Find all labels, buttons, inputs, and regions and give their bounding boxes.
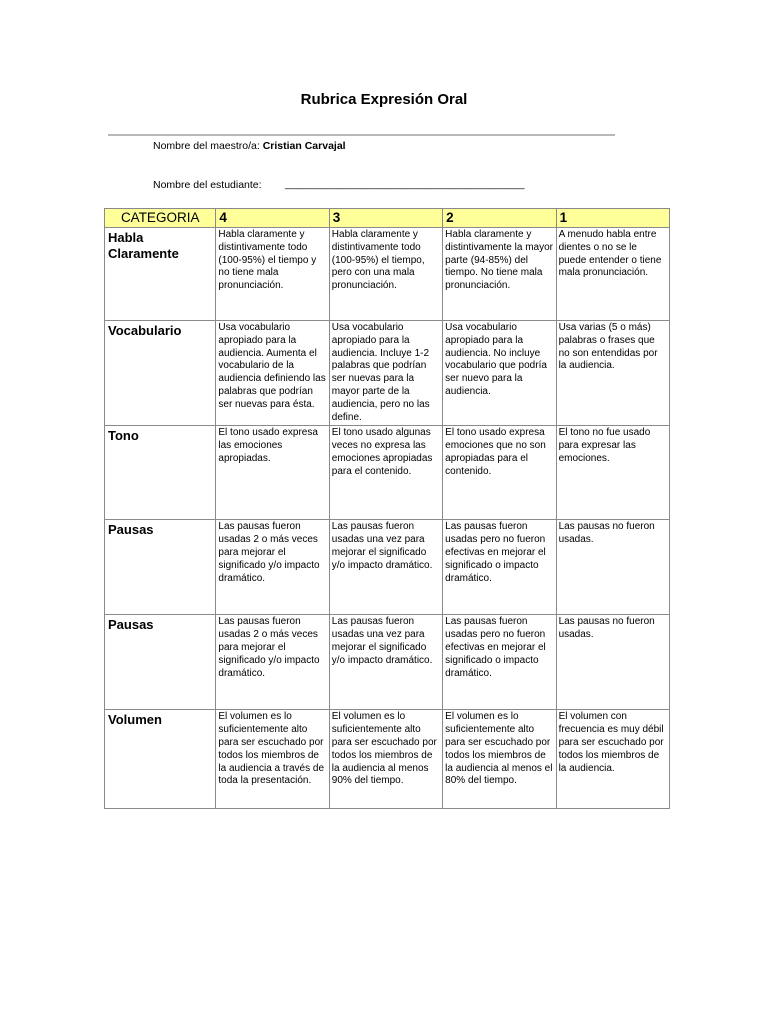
rubric-table: [104, 208, 670, 809]
table-row: [105, 228, 670, 321]
table-cell: Las pausas fueron usadas 2 o más veces para mejorar el significado y/o impacto dramático.: [216, 615, 329, 710]
table-cell: El tono usado expresa emociones que no son apropiadas para el contenido.: [443, 426, 556, 520]
table-cell: Las pausas fueron usadas 2 o más veces para mejorar el significado y/o impacto dramático.: [216, 520, 329, 615]
table-cell: Las pausas fueron usadas una vez para mejorar el significado y/o impacto dramático.: [329, 615, 442, 710]
table-cell: El tono no fue usado para expresar las emociones.: [556, 426, 669, 520]
table-cell: Habla claramente y distintivamente todo (100-95%) el tiempo y no tiene mala pronunciación.: [216, 228, 329, 321]
table-cell: El volumen es lo suficientemente alto para ser escuchado por todos los miembros de la audiencia al menos el 80% del tiempo.: [443, 710, 556, 809]
title-divider: [108, 134, 615, 136]
criterion-label: Tono: [105, 426, 216, 520]
table-cell: El tono usado expresa las emociones apropiadas.: [216, 426, 329, 520]
table-cell: El volumen con frecuencia es muy débil para ser escuchado por todos los miembros de la audiencia.: [556, 710, 669, 809]
header-level-1: 1: [556, 209, 669, 228]
header-level-3: 3: [329, 209, 442, 228]
table-cell: El tono usado algunas veces no expresa las emociones apropiadas para el contenido.: [329, 426, 442, 520]
criterion-label: Pausas: [105, 520, 216, 615]
table-cell: Habla claramente y distintivamente todo (100-95%) el tiempo, pero con una mala pronunciación.: [329, 228, 442, 321]
criterion-label: Habla Claramente: [105, 228, 216, 321]
criterion-label: Pausas: [105, 615, 216, 710]
page-title: Rubrica Expresión Oral: [300, 91, 468, 108]
table-cell: A menudo habla entre dientes o no se le puede entender o tiene mala pronunciación.: [556, 228, 669, 321]
table-cell: Habla claramente y distintivamente la mayor parte (94-85%) del tiempo. No tiene mala pronunciación.: [443, 228, 556, 321]
table-row: [105, 615, 670, 710]
student-line: [153, 179, 262, 191]
table-row: [105, 520, 670, 615]
table-row: [105, 321, 670, 426]
table-cell: Las pausas fueron usadas pero no fueron efectivas en mejorar el significado o impacto dramático.: [443, 615, 556, 710]
table-cell: El volumen es lo suficientemente alto para ser escuchado por todos los miembros de la audiencia a través de toda la presentación.: [216, 710, 329, 809]
table-header-row: [105, 209, 670, 228]
table-cell: Las pausas no fueron usadas.: [556, 615, 669, 710]
table-cell: Las pausas fueron usadas una vez para mejorar el significado y/o impacto dramático.: [329, 520, 442, 615]
table-cell: Usa varias (5 o más) palabras o frases que no son entendidas por la audiencia.: [556, 321, 669, 426]
table-cell: Usa vocabulario apropiado para la audiencia. No incluye vocabulario que podría ser nuevo para la audiencia.: [443, 321, 556, 426]
table-cell: Las pausas no fueron usadas.: [556, 520, 669, 615]
table-cell: Usa vocabulario apropiado para la audiencia. Aumenta el vocabulario de la audiencia definiendo las palabras que podrían ser nuevas para ésta.: [216, 321, 329, 426]
student-name-blank: _________________________________________: [285, 178, 525, 190]
teacher-line: [153, 140, 346, 152]
table-row: [105, 426, 670, 520]
teacher-label: Nombre del maestro/a:: [153, 140, 260, 152]
table-cell: Usa vocabulario apropiado para la audiencia. Incluye 1-2 palabras que podrían ser nuevas para la mayor parte de la audiencia, pero no las define.: [329, 321, 442, 426]
table-cell: Las pausas fueron usadas pero no fueron efectivas en mejorar el significado o impacto dramático.: [443, 520, 556, 615]
table-cell: El volumen es lo suficientemente alto para ser escuchado por todos los miembros de la audiencia al menos 90% del tiempo.: [329, 710, 442, 809]
header-category: CATEGORIA: [105, 209, 216, 228]
criterion-label: Volumen: [105, 710, 216, 809]
student-label: Nombre del estudiante:: [153, 179, 262, 191]
header-level-4: 4: [216, 209, 329, 228]
header-level-2: 2: [443, 209, 556, 228]
table-row: [105, 710, 670, 809]
criterion-label: Vocabulario: [105, 321, 216, 426]
teacher-name: Cristian Carvajal: [262, 140, 346, 152]
